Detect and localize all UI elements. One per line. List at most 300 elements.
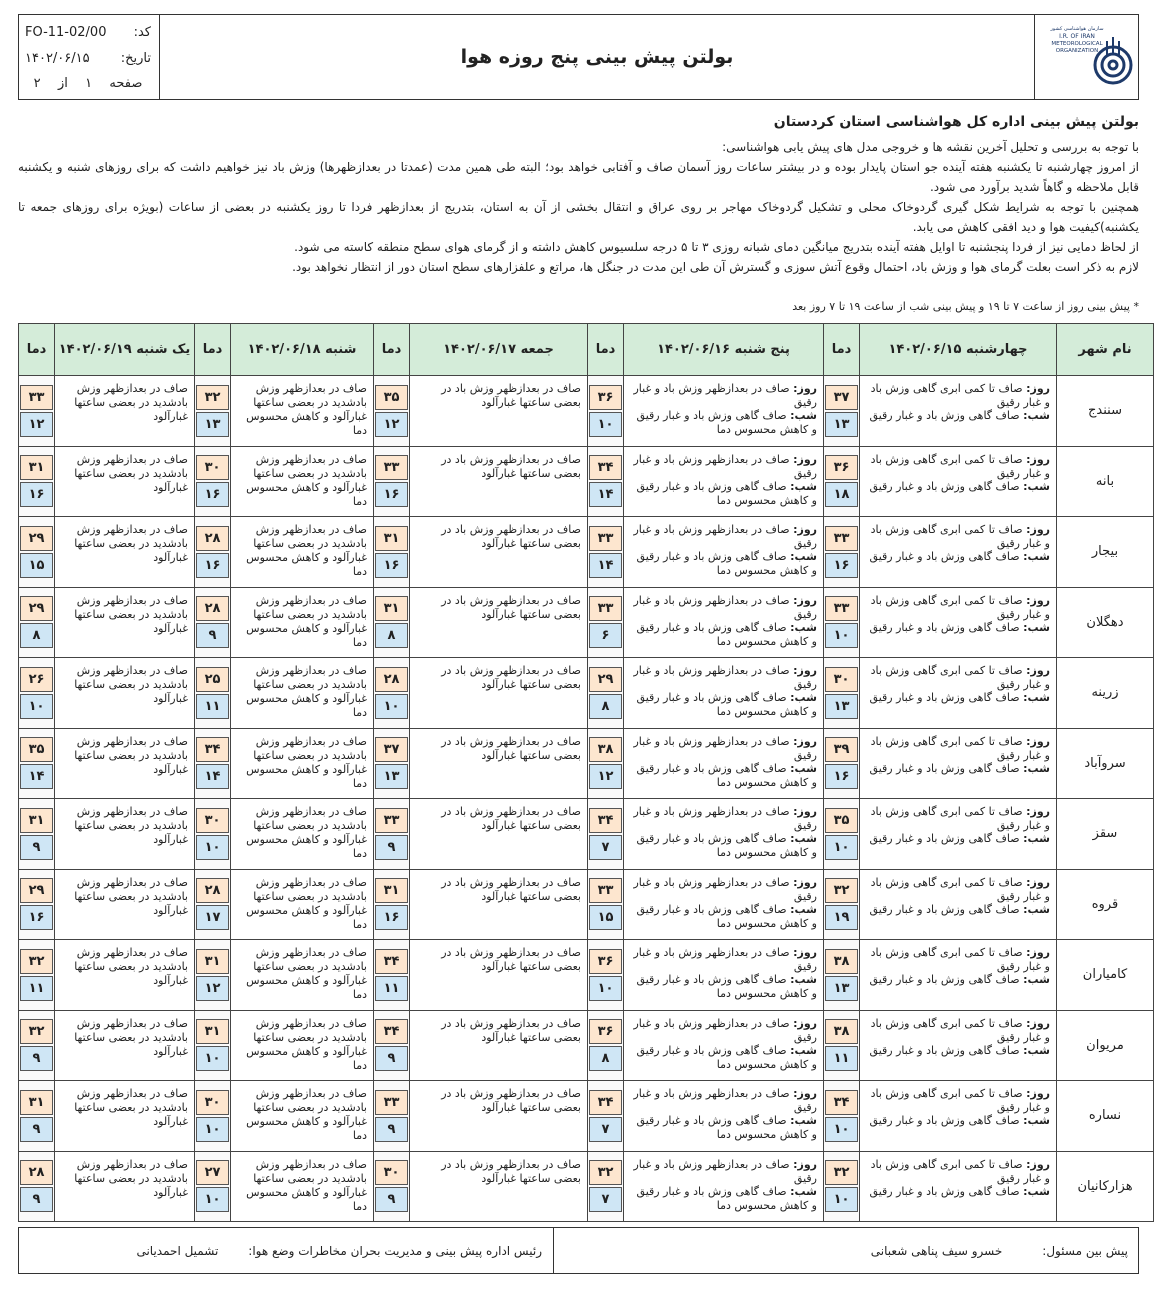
day-forecast: صاف در بعدازظهر وزش باد و غبار رقیق: [633, 875, 817, 903]
min-temperature: ۱۱: [20, 976, 53, 1001]
min-temperature: ۱۴: [589, 482, 622, 507]
day-forecast: صاف در بعدازظهر وزش باد و غبار رقیق: [633, 664, 817, 691]
forecast-description: صاف در بعدازظهر وزش بادشدید در بعضی ساعتها غبارآلود: [55, 1081, 195, 1152]
night-forecast: صاف گاهی وزش باد و غبار رقیق: [869, 761, 1020, 775]
temperature-cell: [374, 799, 410, 870]
min-temperature: ۹: [196, 623, 229, 648]
table-row: [19, 658, 1154, 729]
night-forecast: صاف گاهی وزش باد و غبار رقیق و کاهش محسوس دما: [636, 479, 817, 507]
max-temperature: ۳۲: [20, 949, 53, 974]
day-forecast: صاف تا کمی ابری گاهی وزش باد و غبار رقیق: [870, 805, 1050, 832]
temperature-cell: [374, 1151, 410, 1222]
temperature-cell: [195, 1151, 231, 1222]
forecast-description: صاف در بعدازظهر وزش بادشدید در بعضی ساعتها غبارآلود و کاهش محسوس دما: [231, 728, 374, 799]
forecast-description: [860, 446, 1057, 517]
forecaster-name: خسرو سیف پناهی شعبانی: [870, 1243, 1003, 1258]
night-label: شب:: [790, 761, 817, 775]
bulletin-header: [18, 14, 1139, 100]
temperature-cell: [195, 869, 231, 940]
min-temperature: ۸: [375, 623, 408, 648]
city-name: دهگلان: [1057, 587, 1154, 658]
night-label: شب:: [1023, 973, 1050, 986]
day-forecast: صاف تا کمی ابری گاهی وزش باد و غبار رقیق: [870, 523, 1050, 550]
max-temperature: ۳۳: [825, 596, 858, 621]
night-forecast: صاف گاهی وزش باد و غبار رقیق: [869, 902, 1020, 916]
department-head-name: تشمیل احمدیانی: [136, 1243, 219, 1258]
day-forecast: صاف تا کمی ابری گاهی وزش باد و غبار رقیق: [870, 382, 1050, 409]
city-name: سقز: [1057, 799, 1154, 870]
city-name: زرینه: [1057, 658, 1154, 729]
forecast-description: [624, 446, 824, 517]
logo-text-fa: سازمان هواشناسی کشور: [1049, 26, 1104, 32]
intro-paragraph-5: لازم به ذکر است بعلت گرمای هوا و وزش باد، احتمال وقوع آتش سوزی و گسترش آن طی این مدت در جنگل ها، مراتع و علفزارهای سطح استان دور از انتظار نخواهد بود.: [292, 260, 1139, 274]
min-temperature: ۶: [589, 623, 622, 648]
signature-footer: [18, 1227, 1139, 1274]
day-forecast: صاف تا کمی ابری گاهی وزش باد و غبار رقیق: [870, 1087, 1050, 1114]
min-temperature: ۱۰: [196, 1046, 229, 1071]
min-temperature: ۱۲: [375, 412, 408, 437]
max-temperature: ۳۶: [589, 1019, 622, 1044]
temperature-cell: [19, 940, 55, 1011]
day-forecast: صاف در بعدازظهر وزش باد و غبار رقیق: [633, 452, 817, 480]
day-forecast: صاف در بعدازظهر وزش باد و غبار رقیق: [633, 523, 817, 550]
min-temperature: ۱۳: [375, 764, 408, 789]
min-temperature: ۱۳: [196, 412, 229, 437]
forecast-description: صاف در بعدازظهر وزش باد در بعضی ساعتها غبارآلود: [410, 446, 588, 517]
forecast-description: صاف در بعدازظهر وزش بادشدید در بعضی ساعتها غبارآلود: [55, 1151, 195, 1222]
col-day-header: جمعه ۱۴۰۲/۰۶/۱۷: [410, 324, 588, 376]
temperature-cell: [588, 799, 624, 870]
forecast-description: صاف در بعدازظهر وزش بادشدید در بعضی ساعتها غبارآلود: [55, 658, 195, 729]
forecast-description: صاف در بعدازظهر وزش باد در بعضی ساعتها غبارآلود: [410, 1081, 588, 1152]
forecast-description: [860, 587, 1057, 658]
min-temperature: ۱۶: [375, 482, 408, 507]
night-label: شب:: [1023, 1043, 1050, 1057]
temperature-cell: [195, 1010, 231, 1081]
day-label: روز:: [1026, 452, 1050, 466]
max-temperature: ۳۰: [825, 667, 858, 692]
min-temperature: ۱۲: [20, 412, 53, 437]
min-temperature: ۱۳: [825, 412, 858, 437]
forecast-description: [624, 376, 824, 447]
temperature-cell: [19, 658, 55, 729]
day-forecast: صاف در بعدازظهر وزش باد و غبار رقیق: [633, 946, 817, 973]
day-forecast: صاف تا کمی ابری گاهی وزش باد و غبار رقیق: [870, 734, 1050, 762]
min-temperature: ۱۶: [196, 553, 229, 578]
table-row: [19, 1081, 1154, 1152]
temperature-cell: [374, 1081, 410, 1152]
forecast-description: صاف در بعدازظهر وزش بادشدید در بعضی ساعتها غبارآلود و کاهش محسوس دما: [231, 446, 374, 517]
day-label: روز:: [793, 593, 817, 607]
col-day-header: چهارشنبه ۱۴۰۲/۰۶/۱۵: [860, 324, 1057, 376]
max-temperature: ۳۴: [825, 1090, 858, 1115]
max-temperature: ۳۴: [196, 737, 229, 762]
page-label: صفحه: [109, 76, 143, 91]
max-temperature: ۳۰: [196, 808, 229, 833]
min-temperature: ۱۷: [196, 905, 229, 930]
max-temperature: ۳۲: [589, 1160, 622, 1185]
temperature-cell: [19, 376, 55, 447]
temperature-cell: [374, 658, 410, 729]
temperature-cell: [195, 799, 231, 870]
max-temperature: ۳۳: [589, 878, 622, 903]
max-temperature: ۳۰: [375, 1160, 408, 1185]
max-temperature: ۳۱: [375, 878, 408, 903]
max-temperature: ۳۵: [20, 737, 53, 762]
min-temperature: ۱۰: [196, 1117, 229, 1142]
max-temperature: ۳۹: [825, 737, 858, 762]
night-forecast: صاف گاهی وزش باد و غبار رقیق و کاهش محسوس دما: [636, 550, 817, 577]
forecast-description: صاف در بعدازظهر وزش باد در بعضی ساعتها غبارآلود: [410, 517, 588, 588]
day-forecast: صاف تا کمی ابری گاهی وزش باد و غبار رقیق: [870, 1157, 1050, 1185]
forecast-description: صاف در بعدازظهر وزش بادشدید در بعضی ساعتها غبارآلود و کاهش محسوس دما: [231, 1081, 374, 1152]
forecast-description: صاف در بعدازظهر وزش بادشدید در بعضی ساعتها غبارآلود و کاهش محسوس دما: [231, 587, 374, 658]
max-temperature: ۳۱: [20, 455, 53, 480]
min-temperature: ۱۰: [196, 1187, 229, 1212]
day-label: روز:: [1026, 734, 1050, 748]
min-temperature: ۱۶: [375, 905, 408, 930]
night-label: شب:: [1023, 691, 1050, 704]
max-temperature: ۳۱: [20, 1090, 53, 1115]
temperature-cell: [824, 799, 860, 870]
forecast-time-note: * پیش بینی روز از ساعت ۷ تا ۱۹ و پیش بینی شب از ساعت ۱۹ تا ۷ روز بعد: [792, 300, 1139, 313]
temperature-cell: [824, 1010, 860, 1081]
max-temperature: ۳۲: [20, 1019, 53, 1044]
min-temperature: ۷: [589, 835, 622, 860]
max-temperature: ۳۳: [589, 596, 622, 621]
night-forecast: صاف گاهی وزش باد و غبار رقیق و کاهش محسوس دما: [636, 1043, 817, 1071]
day-label: روز:: [793, 452, 817, 466]
night-label: شب:: [1023, 620, 1050, 634]
day-label: روز:: [793, 382, 817, 395]
forecast-description: صاف در بعدازظهر وزش باد در بعضی ساعتها غبارآلود: [410, 1010, 588, 1081]
night-forecast: صاف گاهی وزش باد و غبار رقیق و کاهش محسوس دما: [636, 1184, 817, 1212]
max-temperature: ۳۷: [375, 737, 408, 762]
temperature-cell: [588, 587, 624, 658]
forecast-description: صاف در بعدازظهر وزش باد در بعضی ساعتها غبارآلود: [410, 376, 588, 447]
intro-paragraph-1: با توجه به بررسی و تحلیل آخرین نقشه ها و خروجی مدل های پیش یابی هواشناسی:: [722, 140, 1139, 154]
max-temperature: ۳۴: [375, 1019, 408, 1044]
max-temperature: ۲۸: [20, 1160, 53, 1185]
max-temperature: ۳۳: [375, 808, 408, 833]
min-temperature: ۱۳: [825, 976, 858, 1001]
forecast-description: صاف در بعدازظهر وزش بادشدید در بعضی ساعتها غبارآلود و کاهش محسوس دما: [231, 517, 374, 588]
intro-paragraph-3: همچنین با توجه به شرایط شکل گیری گردوخاک محلی و تشکیل گردوخاک مهاجر بر روی عراق و انتقال بخشی از آن به استان، بتدریج از بعدازظهر فردا تا روز یکشنبه در بعضی از ساعات (بویژه برای روزهای جمعه تا یکشنبه)کیفیت هوا و دید افقی کاهش می یابد.: [18, 200, 1139, 234]
forecast-description: صاف در بعدازظهر وزش بادشدید در بعضی ساعتها غبارآلود: [55, 869, 195, 940]
forecast-description: [624, 940, 824, 1011]
forecast-description: صاف در بعدازظهر وزش باد در بعضی ساعتها غبارآلود: [410, 799, 588, 870]
max-temperature: ۳۶: [825, 455, 858, 480]
day-forecast: صاف تا کمی ابری گاهی وزش باد و غبار رقیق: [870, 946, 1050, 973]
forecaster-block: [553, 1228, 1138, 1273]
min-temperature: ۱۴: [20, 764, 53, 789]
table-row: [19, 376, 1154, 447]
min-temperature: ۱۶: [825, 553, 858, 578]
day-label: روز:: [793, 523, 817, 536]
forecast-description: صاف در بعدازظهر وزش بادشدید در بعضی ساعتها غبارآلود: [55, 728, 195, 799]
code-value: FO-11-02/00: [25, 25, 107, 40]
temperature-cell: [588, 1151, 624, 1222]
night-forecast: صاف گاهی وزش باد و غبار رقیق: [869, 479, 1020, 493]
night-label: شب:: [1023, 761, 1050, 775]
temperature-cell: [19, 869, 55, 940]
night-forecast: صاف گاهی وزش باد و غبار رقیق: [869, 550, 1020, 563]
max-temperature: ۳۸: [825, 1019, 858, 1044]
forecast-description: [624, 587, 824, 658]
bulletin-subtitle: بولتن پیش بینی اداره کل هواشناسی استان کردستان: [773, 114, 1139, 130]
temperature-cell: [374, 517, 410, 588]
min-temperature: ۷: [589, 1187, 622, 1212]
day-label: روز:: [1026, 946, 1050, 959]
night-forecast: صاف گاهی وزش باد و غبار رقیق و کاهش محسوس دما: [636, 620, 817, 648]
min-temperature: ۹: [375, 1117, 408, 1142]
night-forecast: صاف گاهی وزش باد و غبار رقیق و کاهش محسوس دما: [636, 902, 817, 930]
min-temperature: ۱۶: [375, 553, 408, 578]
max-temperature: ۳۰: [196, 455, 229, 480]
max-temperature: ۳۵: [375, 385, 408, 410]
col-city-header: نام شهر: [1057, 324, 1154, 376]
night-label: شب:: [790, 1184, 817, 1198]
day-forecast: صاف در بعدازظهر وزش باد و غبار رقیق: [633, 734, 817, 762]
forecast-description: [624, 658, 824, 729]
night-label: شب:: [790, 973, 817, 986]
max-temperature: ۳۸: [589, 737, 622, 762]
temperature-cell: [19, 446, 55, 517]
col-temp-header: دما: [824, 324, 860, 376]
forecast-description: [624, 728, 824, 799]
day-label: روز:: [793, 1157, 817, 1171]
min-temperature: ۹: [20, 1117, 53, 1142]
min-temperature: ۱۶: [20, 482, 53, 507]
temperature-cell: [824, 940, 860, 1011]
forecast-description: صاف در بعدازظهر وزش باد در بعضی ساعتها غبارآلود: [410, 1151, 588, 1222]
max-temperature: ۳۱: [20, 808, 53, 833]
max-temperature: ۲۹: [20, 526, 53, 551]
max-temperature: ۳۶: [589, 949, 622, 974]
temperature-cell: [588, 940, 624, 1011]
night-label: شب:: [790, 550, 817, 563]
forecast-description: [860, 1151, 1057, 1222]
temperature-cell: [588, 376, 624, 447]
max-temperature: ۳۱: [375, 596, 408, 621]
city-name: نساره: [1057, 1081, 1154, 1152]
forecast-description: [860, 1010, 1057, 1081]
forecast-description: صاف در بعدازظهر وزش بادشدید در بعضی ساعتها غبارآلود و کاهش محسوس دما: [231, 1151, 374, 1222]
max-temperature: ۳۲: [825, 878, 858, 903]
temperature-cell: [374, 446, 410, 517]
temperature-cell: [19, 1010, 55, 1081]
temperature-cell: [374, 728, 410, 799]
max-temperature: ۳۴: [375, 949, 408, 974]
temperature-cell: [374, 1010, 410, 1081]
night-label: شب:: [1023, 409, 1050, 422]
forecast-description: [860, 376, 1057, 447]
day-forecast: صاف در بعدازظهر وزش باد و غبار رقیق: [633, 1087, 817, 1114]
night-label: شب:: [790, 902, 817, 916]
day-forecast: صاف تا کمی ابری گاهی وزش باد و غبار رقیق: [870, 664, 1050, 691]
logo-line-2: METEOROLOGICAL: [1050, 41, 1103, 47]
max-temperature: ۲۸: [196, 526, 229, 551]
night-forecast: صاف گاهی وزش باد و غبار رقیق و کاهش محسوس دما: [636, 761, 817, 789]
temperature-cell: [588, 728, 624, 799]
forecast-description: صاف در بعدازظهر وزش بادشدید در بعضی ساعتها غبارآلود و کاهش محسوس دما: [231, 376, 374, 447]
forecast-description: صاف در بعدازظهر وزش بادشدید در بعضی ساعتها غبارآلود: [55, 940, 195, 1011]
department-head-block: [0, 1228, 552, 1273]
day-forecast: صاف در بعدازظهر وزش باد و غبار رقیق: [633, 1157, 817, 1185]
forecast-description: [624, 1151, 824, 1222]
max-temperature: ۳۳: [375, 1090, 408, 1115]
night-label: شب:: [790, 620, 817, 634]
min-temperature: ۱۰: [825, 1187, 858, 1212]
max-temperature: ۲۶: [20, 667, 53, 692]
page-total: ۲: [33, 76, 41, 91]
city-name: قروه: [1057, 869, 1154, 940]
intro-paragraph-4: از لحاظ دمایی نیز از فردا پنجشنبه تا اوایل هفته آینده بتدریج میانگین دمای شبانه روزی ۳ تا ۵ درجه سلسیوس کاهش داشته و از گرمای هوای سطح منطقه کاسته می شود.: [294, 240, 1139, 254]
min-temperature: ۱۲: [589, 764, 622, 789]
table-row: [19, 799, 1154, 870]
min-temperature: ۱۰: [375, 694, 408, 719]
temperature-cell: [374, 587, 410, 658]
temperature-cell: [588, 1081, 624, 1152]
forecast-description: [624, 1081, 824, 1152]
temperature-cell: [374, 869, 410, 940]
max-temperature: ۳۳: [375, 455, 408, 480]
temperature-cell: [588, 517, 624, 588]
max-temperature: ۳۱: [375, 526, 408, 551]
temperature-cell: [195, 446, 231, 517]
night-label: شب:: [1023, 1184, 1050, 1198]
forecast-description: [860, 799, 1057, 870]
max-temperature: ۲۹: [20, 596, 53, 621]
max-temperature: ۲۸: [196, 878, 229, 903]
forecast-description: صاف در بعدازظهر وزش بادشدید در بعضی ساعتها غبارآلود: [55, 799, 195, 870]
col-temp-header: دما: [374, 324, 410, 376]
day-forecast: صاف در بعدازظهر وزش باد و غبار رقیق: [633, 593, 817, 621]
temperature-cell: [824, 728, 860, 799]
forecast-description: صاف در بعدازظهر وزش باد در بعضی ساعتها غبارآلود: [410, 658, 588, 729]
min-temperature: ۹: [375, 1046, 408, 1071]
col-temp-header: دما: [19, 324, 55, 376]
temperature-cell: [824, 1151, 860, 1222]
forecast-description: [624, 1010, 824, 1081]
temperature-cell: [824, 1081, 860, 1152]
city-name: بانه: [1057, 446, 1154, 517]
min-temperature: ۱۰: [196, 835, 229, 860]
day-forecast: صاف تا کمی ابری گاهی وزش باد و غبار رقیق: [870, 593, 1050, 621]
day-label: روز:: [1026, 523, 1050, 536]
table-row: [19, 587, 1154, 658]
temperature-cell: [19, 587, 55, 658]
code-label: کد:: [133, 25, 151, 40]
table-row: [19, 517, 1154, 588]
forecast-description: [860, 517, 1057, 588]
temperature-cell: [195, 1081, 231, 1152]
max-temperature: ۳۴: [589, 808, 622, 833]
max-temperature: ۳۵: [825, 808, 858, 833]
col-temp-header: دما: [588, 324, 624, 376]
day-label: روز:: [793, 875, 817, 889]
night-forecast: صاف گاهی وزش باد و غبار رقیق: [869, 1043, 1020, 1057]
city-name: مریوان: [1057, 1010, 1154, 1081]
forecast-description: صاف در بعدازظهر وزش بادشدید در بعضی ساعتها غبارآلود و کاهش محسوس دما: [231, 940, 374, 1011]
min-temperature: ۱۰: [20, 694, 53, 719]
table-row: [19, 728, 1154, 799]
forecast-description: [624, 517, 824, 588]
city-name: هزارکانیان: [1057, 1151, 1154, 1222]
forecast-description: [860, 869, 1057, 940]
min-temperature: ۹: [375, 835, 408, 860]
page-title: بولتن پیش بینی پنج روزه هوا: [460, 46, 734, 68]
temperature-cell: [824, 869, 860, 940]
temperature-cell: [824, 587, 860, 658]
max-temperature: ۳۳: [20, 385, 53, 410]
temperature-cell: [195, 517, 231, 588]
max-temperature: ۳۰: [196, 1090, 229, 1115]
day-forecast: صاف در بعدازظهر وزش باد و غبار رقیق: [633, 805, 817, 832]
temperature-cell: [588, 869, 624, 940]
min-temperature: ۹: [20, 1187, 53, 1212]
forecast-description: [624, 799, 824, 870]
table-row: [19, 1151, 1154, 1222]
min-temperature: ۱۰: [825, 835, 858, 860]
min-temperature: ۱۸: [825, 482, 858, 507]
night-label: شب:: [790, 1114, 817, 1127]
temperature-cell: [588, 1010, 624, 1081]
forecast-description: صاف در بعدازظهر وزش بادشدید در بعضی ساعتها غبارآلود و کاهش محسوس دما: [231, 1010, 374, 1081]
night-label: شب:: [790, 479, 817, 493]
night-label: شب:: [1023, 479, 1050, 493]
day-label: روز:: [1026, 1087, 1050, 1100]
table-row: [19, 1010, 1154, 1081]
min-temperature: ۷: [589, 1117, 622, 1142]
forecast-description: صاف در بعدازظهر وزش بادشدید در بعضی ساعتها غبارآلود و کاهش محسوس دما: [231, 869, 374, 940]
document-meta: [19, 15, 160, 99]
min-temperature: ۱۱: [825, 1046, 858, 1071]
min-temperature: ۱۱: [375, 976, 408, 1001]
min-temperature: ۱۵: [20, 553, 53, 578]
min-temperature: ۱۳: [825, 694, 858, 719]
department-head-label: رئیس اداره پیش بینی و مدیریت بحران مخاطرات وضع هوا:: [248, 1243, 542, 1258]
temperature-cell: [824, 376, 860, 447]
min-temperature: ۸: [589, 694, 622, 719]
city-name: بیجار: [1057, 517, 1154, 588]
min-temperature: ۱۰: [589, 412, 622, 437]
night-label: شب:: [1023, 1114, 1050, 1127]
max-temperature: ۲۹: [589, 667, 622, 692]
min-temperature: ۱۲: [196, 976, 229, 1001]
min-temperature: ۱۱: [196, 694, 229, 719]
min-temperature: ۱۵: [589, 905, 622, 930]
max-temperature: ۲۸: [196, 596, 229, 621]
forecast-description: [860, 728, 1057, 799]
city-name: سروآباد: [1057, 728, 1154, 799]
city-name: سنندج: [1057, 376, 1154, 447]
day-forecast: صاف در بعدازظهر وزش باد و غبار رقیق: [633, 1016, 817, 1044]
intro-paragraph-2: از امروز چهارشنبه تا یکشنبه هفته آینده جو استان پایدار بوده و در بیشتر ساعات روز آسمان صاف و آفتابی خواهد بود؛ البته طی همین مدت (عمدتا در بعدازظهرها) وزش باد نیز خواهیم داشت که برای روزهای شنبه و یکشنبه قابل ملاحظه و گاهاً شدید برآورد می شود.: [18, 160, 1139, 194]
max-temperature: ۳۱: [196, 1019, 229, 1044]
min-temperature: ۹: [20, 835, 53, 860]
day-label: روز:: [793, 1087, 817, 1100]
temperature-cell: [19, 517, 55, 588]
day-label: روز:: [793, 664, 817, 677]
temperature-cell: [374, 376, 410, 447]
night-label: شب:: [1023, 902, 1050, 916]
night-forecast: صاف گاهی وزش باد و غبار رقیق و کاهش محسوس دما: [636, 832, 817, 859]
day-label: روز:: [793, 805, 817, 818]
temperature-cell: [195, 940, 231, 1011]
forecast-description: صاف در بعدازظهر وزش باد در بعضی ساعتها غبارآلود: [410, 869, 588, 940]
max-temperature: ۲۷: [196, 1160, 229, 1185]
